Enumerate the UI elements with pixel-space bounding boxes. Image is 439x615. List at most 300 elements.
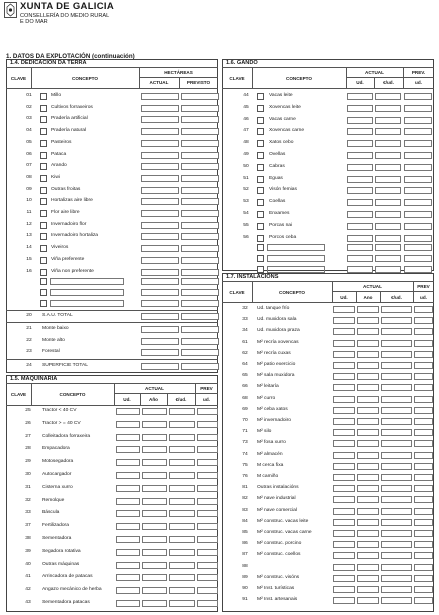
value-cell[interactable] [357,351,379,358]
value-cell[interactable] [169,549,195,556]
value-cell[interactable] [404,176,432,183]
value-cell[interactable] [169,498,195,505]
value-cell[interactable] [142,536,167,543]
value-cell[interactable] [347,223,373,230]
value-cell[interactable] [404,152,432,159]
value-cell[interactable] [181,222,219,229]
value-cell[interactable] [181,300,219,307]
value-cell[interactable] [404,223,432,230]
value-cell[interactable] [169,459,195,466]
value-cell[interactable] [181,140,219,147]
value-cell[interactable] [142,549,167,556]
value-cell[interactable] [414,485,433,492]
value-cell[interactable] [357,452,379,459]
value-cell[interactable] [357,362,379,369]
value-cell[interactable] [375,266,401,273]
value-cell[interactable] [357,463,379,470]
value-cell[interactable] [169,408,195,415]
value-cell[interactable] [141,326,179,333]
value-cell[interactable] [197,498,218,505]
value-cell[interactable] [347,140,373,147]
value-cell[interactable] [333,373,355,380]
value-cell[interactable] [347,266,373,273]
value-cell[interactable] [169,446,195,453]
value-cell[interactable] [141,245,179,252]
value-cell[interactable] [414,418,433,425]
value-cell[interactable] [404,211,432,218]
value-cell[interactable] [169,536,195,543]
value-cell[interactable] [414,541,433,548]
value-cell[interactable] [404,128,432,135]
row-checkbox[interactable] [40,163,47,170]
value-cell[interactable] [347,244,373,251]
value-cell[interactable] [357,541,379,548]
value-cell[interactable] [381,407,412,414]
value-cell[interactable] [116,600,140,607]
value-cell[interactable] [347,199,373,206]
value-cell[interactable] [116,562,140,569]
blank-concept-field[interactable] [267,266,325,273]
value-cell[interactable] [357,508,379,515]
value-cell[interactable] [381,496,412,503]
value-cell[interactable] [381,328,412,335]
value-cell[interactable] [381,519,412,526]
row-checkbox[interactable] [40,245,47,252]
blank-concept-field[interactable] [267,244,325,251]
value-cell[interactable] [169,574,195,581]
value-cell[interactable] [333,340,355,347]
value-cell[interactable] [141,233,179,240]
value-cell[interactable] [142,587,167,594]
value-cell[interactable] [333,597,355,604]
value-cell[interactable] [169,600,195,607]
value-cell[interactable] [414,328,433,335]
value-cell[interactable] [404,117,432,124]
value-cell[interactable] [116,523,140,530]
value-cell[interactable] [414,306,433,313]
value-cell[interactable] [381,463,412,470]
value-cell[interactable] [375,187,401,194]
value-cell[interactable] [375,211,401,218]
value-cell[interactable] [141,93,179,100]
value-cell[interactable] [375,199,401,206]
value-cell[interactable] [414,429,433,436]
value-cell[interactable] [375,164,401,171]
value-cell[interactable] [116,536,140,543]
value-cell[interactable] [141,278,179,285]
value-cell[interactable] [333,564,355,571]
row-checkbox[interactable] [40,175,47,182]
value-cell[interactable] [181,163,219,170]
value-cell[interactable] [357,597,379,604]
value-cell[interactable] [181,210,219,217]
value-cell[interactable] [333,407,355,414]
value-cell[interactable] [141,222,179,229]
value-cell[interactable] [381,474,412,481]
value-cell[interactable] [181,326,219,333]
row-checkbox[interactable] [257,235,264,242]
value-cell[interactable] [197,536,218,543]
value-cell[interactable] [169,562,195,569]
value-cell[interactable] [181,187,219,194]
value-cell[interactable] [197,459,218,466]
value-cell[interactable] [357,340,379,347]
row-checkbox[interactable] [40,269,47,276]
value-cell[interactable] [347,211,373,218]
row-checkbox[interactable] [257,187,264,194]
value-cell[interactable] [381,396,412,403]
row-checkbox[interactable] [40,198,47,205]
value-cell[interactable] [181,338,219,345]
value-cell[interactable] [181,175,219,182]
value-cell[interactable] [333,496,355,503]
value-cell[interactable] [414,508,433,515]
value-cell[interactable] [404,140,432,147]
value-cell[interactable] [181,93,219,100]
value-cell[interactable] [381,362,412,369]
value-cell[interactable] [142,446,167,453]
value-cell[interactable] [381,564,412,571]
value-cell[interactable] [357,384,379,391]
value-cell[interactable] [141,163,179,170]
value-cell[interactable] [357,306,379,313]
row-checkbox[interactable] [257,164,264,171]
value-cell[interactable] [414,496,433,503]
value-cell[interactable] [414,384,433,391]
value-cell[interactable] [333,474,355,481]
value-cell[interactable] [375,223,401,230]
row-checkbox[interactable] [257,176,264,183]
value-cell[interactable] [381,418,412,425]
value-cell[interactable] [141,187,179,194]
value-cell[interactable] [333,485,355,492]
value-cell[interactable] [357,485,379,492]
value-cell[interactable] [404,199,432,206]
value-cell[interactable] [141,363,179,370]
value-cell[interactable] [142,498,167,505]
value-cell[interactable] [414,552,433,559]
value-cell[interactable] [381,452,412,459]
value-cell[interactable] [116,434,140,441]
value-cell[interactable] [197,421,218,428]
blank-concept-field[interactable] [50,300,124,307]
value-cell[interactable] [381,373,412,380]
row-checkbox[interactable] [40,222,47,229]
row-checkbox[interactable] [40,289,47,296]
value-cell[interactable] [347,176,373,183]
value-cell[interactable] [141,338,179,345]
value-cell[interactable] [404,93,432,100]
value-cell[interactable] [142,574,167,581]
value-cell[interactable] [181,105,219,112]
row-checkbox[interactable] [40,105,47,112]
value-cell[interactable] [347,255,373,262]
value-cell[interactable] [357,440,379,447]
value-cell[interactable] [181,269,219,276]
value-cell[interactable] [347,128,373,135]
value-cell[interactable] [197,523,218,530]
row-checkbox[interactable] [40,140,47,147]
value-cell[interactable] [116,446,140,453]
value-cell[interactable] [357,317,379,324]
row-checkbox[interactable] [257,152,264,159]
value-cell[interactable] [414,575,433,582]
value-cell[interactable] [333,429,355,436]
value-cell[interactable] [181,245,219,252]
value-cell[interactable] [381,485,412,492]
value-cell[interactable] [141,175,179,182]
value-cell[interactable] [414,597,433,604]
value-cell[interactable] [142,472,167,479]
value-cell[interactable] [414,463,433,470]
value-cell[interactable] [141,152,179,159]
value-cell[interactable] [116,421,140,428]
value-cell[interactable] [357,396,379,403]
value-cell[interactable] [375,128,401,135]
value-cell[interactable] [169,485,195,492]
value-cell[interactable] [333,452,355,459]
value-cell[interactable] [142,434,167,441]
value-cell[interactable] [347,152,373,159]
value-cell[interactable] [375,255,401,262]
row-checkbox[interactable] [257,223,264,230]
value-cell[interactable] [116,510,140,517]
value-cell[interactable] [141,128,179,135]
row-checkbox[interactable] [40,116,47,123]
value-cell[interactable] [116,549,140,556]
value-cell[interactable] [357,328,379,335]
blank-concept-field[interactable] [50,278,124,285]
row-checkbox[interactable] [40,93,47,100]
value-cell[interactable] [381,541,412,548]
value-cell[interactable] [197,510,218,517]
value-cell[interactable] [169,472,195,479]
value-cell[interactable] [169,434,195,441]
value-cell[interactable] [357,496,379,503]
value-cell[interactable] [357,373,379,380]
value-cell[interactable] [197,434,218,441]
value-cell[interactable] [414,586,433,593]
row-checkbox[interactable] [40,257,47,264]
value-cell[interactable] [347,117,373,124]
value-cell[interactable] [381,317,412,324]
value-cell[interactable] [375,235,401,242]
value-cell[interactable] [414,351,433,358]
row-checkbox[interactable] [40,187,47,194]
value-cell[interactable] [333,396,355,403]
value-cell[interactable] [169,523,195,530]
value-cell[interactable] [197,562,218,569]
value-cell[interactable] [142,562,167,569]
value-cell[interactable] [414,440,433,447]
value-cell[interactable] [381,586,412,593]
value-cell[interactable] [375,176,401,183]
value-cell[interactable] [357,407,379,414]
value-cell[interactable] [414,519,433,526]
value-cell[interactable] [116,459,140,466]
value-cell[interactable] [357,564,379,571]
row-checkbox[interactable] [257,211,264,218]
value-cell[interactable] [333,530,355,537]
value-cell[interactable] [381,552,412,559]
row-checkbox[interactable] [40,152,47,159]
value-cell[interactable] [381,429,412,436]
value-cell[interactable] [197,485,218,492]
value-cell[interactable] [141,105,179,112]
value-cell[interactable] [357,586,379,593]
value-cell[interactable] [181,363,219,370]
value-cell[interactable] [404,164,432,171]
value-cell[interactable] [142,510,167,517]
value-cell[interactable] [381,306,412,313]
value-cell[interactable] [414,474,433,481]
value-cell[interactable] [333,586,355,593]
value-cell[interactable] [197,587,218,594]
value-cell[interactable] [404,235,432,242]
value-cell[interactable] [347,105,373,112]
value-cell[interactable] [141,300,179,307]
value-cell[interactable] [414,317,433,324]
value-cell[interactable] [197,574,218,581]
value-cell[interactable] [357,519,379,526]
value-cell[interactable] [381,351,412,358]
value-cell[interactable] [142,408,167,415]
value-cell[interactable] [181,349,219,356]
value-cell[interactable] [381,530,412,537]
value-cell[interactable] [181,313,219,320]
value-cell[interactable] [414,407,433,414]
value-cell[interactable] [116,408,140,415]
value-cell[interactable] [333,440,355,447]
value-cell[interactable] [375,152,401,159]
row-checkbox[interactable] [257,244,264,251]
value-cell[interactable] [414,362,433,369]
value-cell[interactable] [404,244,432,251]
value-cell[interactable] [414,373,433,380]
value-cell[interactable] [197,446,218,453]
value-cell[interactable] [333,351,355,358]
value-cell[interactable] [375,140,401,147]
value-cell[interactable] [116,587,140,594]
value-cell[interactable] [169,421,195,428]
row-checkbox[interactable] [40,233,47,240]
value-cell[interactable] [333,384,355,391]
value-cell[interactable] [404,266,432,273]
value-cell[interactable] [142,600,167,607]
value-cell[interactable] [116,498,140,505]
value-cell[interactable] [414,530,433,537]
value-cell[interactable] [347,235,373,242]
value-cell[interactable] [414,564,433,571]
value-cell[interactable] [142,523,167,530]
blank-concept-field[interactable] [267,255,325,262]
value-cell[interactable] [197,408,218,415]
value-cell[interactable] [141,257,179,264]
value-cell[interactable] [333,418,355,425]
row-checkbox[interactable] [257,105,264,112]
value-cell[interactable] [181,257,219,264]
value-cell[interactable] [141,289,179,296]
value-cell[interactable] [404,105,432,112]
value-cell[interactable] [381,508,412,515]
value-cell[interactable] [404,255,432,262]
value-cell[interactable] [375,105,401,112]
value-cell[interactable] [333,362,355,369]
value-cell[interactable] [197,472,218,479]
value-cell[interactable] [381,440,412,447]
row-checkbox[interactable] [257,199,264,206]
value-cell[interactable] [381,384,412,391]
value-cell[interactable] [357,474,379,481]
value-cell[interactable] [381,597,412,604]
row-checkbox[interactable] [257,140,264,147]
value-cell[interactable] [181,198,219,205]
value-cell[interactable] [181,152,219,159]
row-checkbox[interactable] [257,266,264,273]
value-cell[interactable] [381,575,412,582]
value-cell[interactable] [357,530,379,537]
value-cell[interactable] [381,340,412,347]
value-cell[interactable] [357,429,379,436]
row-checkbox[interactable] [40,128,47,135]
value-cell[interactable] [347,164,373,171]
value-cell[interactable] [142,421,167,428]
value-cell[interactable] [375,117,401,124]
value-cell[interactable] [181,233,219,240]
value-cell[interactable] [347,187,373,194]
value-cell[interactable] [116,485,140,492]
value-cell[interactable] [357,575,379,582]
value-cell[interactable] [141,269,179,276]
value-cell[interactable] [333,328,355,335]
value-cell[interactable] [333,317,355,324]
value-cell[interactable] [181,278,219,285]
value-cell[interactable] [375,93,401,100]
value-cell[interactable] [414,452,433,459]
value-cell[interactable] [169,587,195,594]
value-cell[interactable] [333,463,355,470]
value-cell[interactable] [141,116,179,123]
value-cell[interactable] [404,187,432,194]
value-cell[interactable] [333,552,355,559]
value-cell[interactable] [357,552,379,559]
value-cell[interactable] [414,396,433,403]
row-checkbox[interactable] [40,210,47,217]
value-cell[interactable] [375,244,401,251]
value-cell[interactable] [333,575,355,582]
row-checkbox[interactable] [257,255,264,262]
value-cell[interactable] [141,313,179,320]
value-cell[interactable] [142,459,167,466]
value-cell[interactable] [116,472,140,479]
value-cell[interactable] [357,418,379,425]
value-cell[interactable] [181,289,219,296]
value-cell[interactable] [347,93,373,100]
value-cell[interactable] [141,140,179,147]
value-cell[interactable] [333,541,355,548]
value-cell[interactable] [141,349,179,356]
value-cell[interactable] [141,198,179,205]
value-cell[interactable] [414,340,433,347]
blank-concept-field[interactable] [50,289,124,296]
value-cell[interactable] [333,519,355,526]
value-cell[interactable] [116,574,140,581]
value-cell[interactable] [181,116,219,123]
value-cell[interactable] [197,600,218,607]
row-checkbox[interactable] [257,117,264,124]
row-checkbox[interactable] [40,278,47,285]
row-checkbox[interactable] [257,128,264,135]
